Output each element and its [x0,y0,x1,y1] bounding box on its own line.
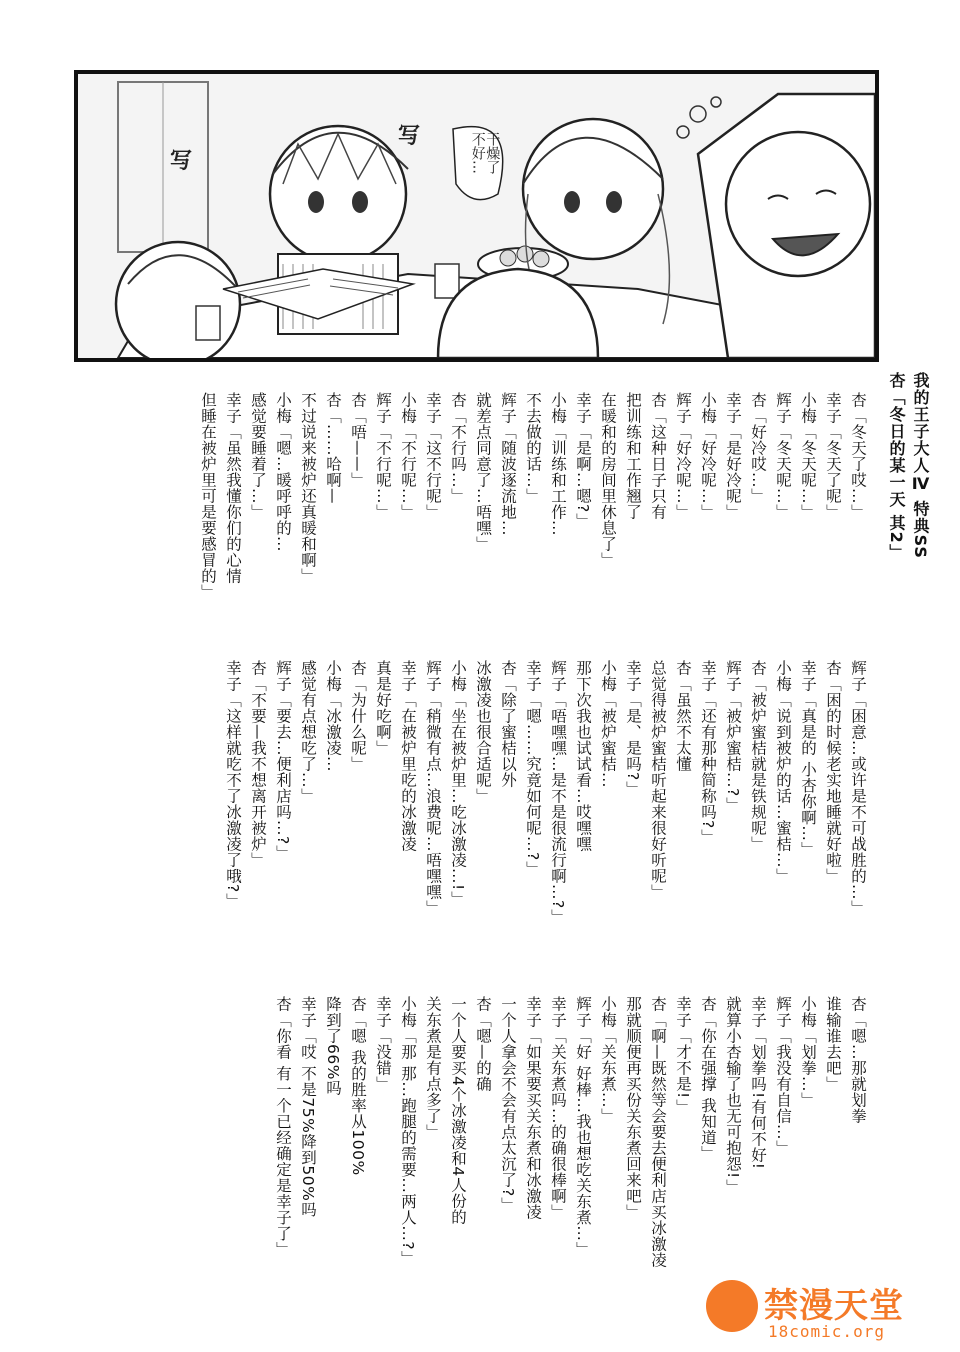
panel-illustration [78,74,875,358]
dialogue-line: 小梅「冰激凌… [324,660,342,772]
dialogue-line: 在暖和的房间里休息了」 [599,392,617,568]
dialogue-line: 杏「被炉蜜桔就是铁规呢」 [749,660,767,852]
speech-bubble [470,132,499,174]
dialogue-line: 谁输谁去吧」 [824,996,842,1092]
dialogue-line: 小梅「不行呢…」 [399,392,417,520]
dialogue-line: 幸子「这样就吃不了冰激凌了哦?」 [224,660,242,909]
dialogue-line: 小梅「关东煮…」 [599,996,617,1124]
dialogue-line: 辉子「冬天呢…」 [774,392,792,520]
dialogue-line: 杏「虽然不太懂 [674,660,692,772]
dialogue-line: 小梅「好冷呢…」 [699,392,717,520]
dialogue-line: 一个人要买4个冰激凌和4人份的 [449,996,467,1225]
dialogue-section-3 [270,996,870,1286]
dialogue-line: 小梅「划拳…」 [799,996,817,1108]
dialogue-line: 幸子「嗯……究竟如何呢…?」 [524,660,542,877]
dialogue-line: 冰激凌也很合适呢」 [474,660,492,804]
dialogue-line: 辉子「不行呢…」 [374,392,392,520]
watermark-logo-icon [706,1280,758,1332]
bubble-line: 不好… [469,132,486,174]
sfx-scribble-right: 写 [398,124,421,149]
dialogue-line: 辉子「被炉蜜桔…?」 [724,660,742,813]
dialogue-line: 幸子「是、是吗?」 [624,660,642,797]
dialogue-line: 幸子「在被炉里吃的冰激凌 [399,660,417,852]
sfx-scribble-left: 写 [170,149,193,174]
watermark-name: 禁漫天堂 [764,1286,904,1326]
watermark [706,1278,926,1346]
dialogue-line: 幸子「这不行呢」 [424,392,442,520]
title-line-1: 我的王子大人Ⅳ 特典SS [911,372,930,559]
dialogue-line: 杏「嗯—的确 [474,996,492,1092]
dialogue-line: 杏「啊—既然等会要去便利店买冰激凌 [649,996,667,1268]
dialogue-line: 杏「不要—我不想离开被炉」 [249,660,267,868]
dialogue-line: 幸子「关东煮吗…的确很棒啊」 [549,996,567,1220]
dialogue-line: 小梅「那 那…跑腿的需要…两人…?」 [399,996,417,1267]
dialogue-line: 幸子「还有那种简称吗?」 [699,660,717,845]
dialogue-line: 幸子「冬天了呢」 [824,392,842,520]
bubble-line: 干燥了 [484,132,501,174]
dialogue-line: 小梅「训练和工作… [549,392,567,536]
dialogue-line: 幸子「才不是!」 [674,996,692,1115]
dialogue-line: 辉子「困意…或许是不可战胜的…」 [849,660,867,916]
dialogue-line: 杏「嗯 我的胜率从100% [349,996,367,1176]
dialogue-line: 杏「嗯…那就划拳 [849,996,867,1124]
dialogue-line: 把训练和工作翘了 [624,392,642,520]
dialogue-line: 杏「困的时候老实地睡就好啦」 [824,660,842,884]
dialogue-section-2 [220,660,870,970]
dialogue-line: 杏「为什么呢」 [349,660,367,772]
dialogue-line: 不去做的话…」 [524,392,542,504]
dialogue-line: 杏「这种日子只有 [649,392,667,520]
dialogue-line: 那就顺便再买份关东煮回来吧」 [624,996,642,1220]
dialogue-line: 辉子「好冷呢…」 [674,392,692,520]
dialogue-line: 幸子「是啊…嗯?」 [574,392,592,529]
dialogue-line: 但睡在被炉里可是要感冒的」 [199,392,217,600]
story-title [884,372,932,561]
dialogue-line: 幸子「真是的 小杏你啊…」 [799,660,817,858]
dialogue-line: 杏「冬天了哎…」 [849,392,867,520]
dialogue-line: 小梅「嗯…暖呼呼的… [274,392,292,552]
dialogue-line: 那下次我也试试看…哎嘿嘿 [574,660,592,852]
dialogue-line: 杏「你看 有一个已经确定是幸子了」 [274,996,292,1258]
dialogue-line: 杏「除了蜜桔以外 [499,660,517,788]
dialogue-line: 辉子「我没有自信…」 [774,996,792,1156]
dialogue-line: 幸子「如果要买关东煮和冰激凌 [524,996,542,1220]
dialogue-line: 幸子「划拳吗!有何不好! [749,996,767,1170]
dialogue-line: 就算小杏输了也无可抱怨!」 [724,996,742,1195]
dialogue-line: 幸子「哎 不是75%降到50%吗 [299,996,317,1218]
dialogue-line: 幸子「没错」 [374,996,392,1092]
title-line-2: 杏「冬日的某一天 其2」 [887,372,906,561]
dialogue-line: 不过说来被炉还真暖和啊」 [299,392,317,584]
dialogue-line: 小梅「说到被炉的话…蜜桔…」 [774,660,792,884]
dialogue-line: 杏「……哈啊— [324,392,342,504]
dialogue-line: 总觉得被炉蜜桔听起来很好听呢」 [649,660,667,900]
dialogue-line: 辉子「稍微有点…浪费呢…唔嘿嘿」 [424,660,442,916]
dialogue-line: 辉子「随波逐流地… [499,392,517,536]
dialogue-section-1 [195,392,870,632]
dialogue-line: 辉子「好 好棒…我也想吃关东煮…」 [574,996,592,1258]
dialogue-line: 小梅「坐在被炉里…吃冰激凌…!」 [449,660,467,907]
dialogue-line: 关东煮是有点多了」 [424,996,442,1140]
dialogue-line: 辉子「要去…便利店吗…?」 [274,660,292,861]
dialogue-line: 感觉要睡着了…」 [249,392,267,520]
dialogue-line: 就差点同意了…唔嘿」 [474,392,492,552]
manga-panel [74,70,879,362]
dialogue-line: 一个人拿会不会有点太沉了?」 [499,996,517,1213]
dialogue-line: 感觉有点想吃了…」 [299,660,317,804]
dialogue-line: 幸子「是好冷呢」 [724,392,742,520]
dialogue-line: 真是好吃啊」 [374,660,392,756]
dialogue-line: 小梅「被炉蜜桔… [599,660,617,788]
dialogue-line: 小梅「冬天呢…」 [799,392,817,520]
dialogue-line: 杏「你在强撑 我知道」 [699,996,717,1162]
dialogue-line: 辉子「唔嘿嘿…是不是很流行啊…?」 [549,660,567,925]
dialogue-line: 杏「不行吗…」 [449,392,467,504]
watermark-url: 18comic.org [768,1322,885,1341]
dialogue-line: 幸子「虽然我懂你们的心情 [224,392,242,584]
dialogue-line: 杏「唔——」 [349,392,367,488]
dialogue-line: 杏「好冷哎…」 [749,392,767,504]
dialogue-line: 降到了66%吗 [324,996,342,1096]
